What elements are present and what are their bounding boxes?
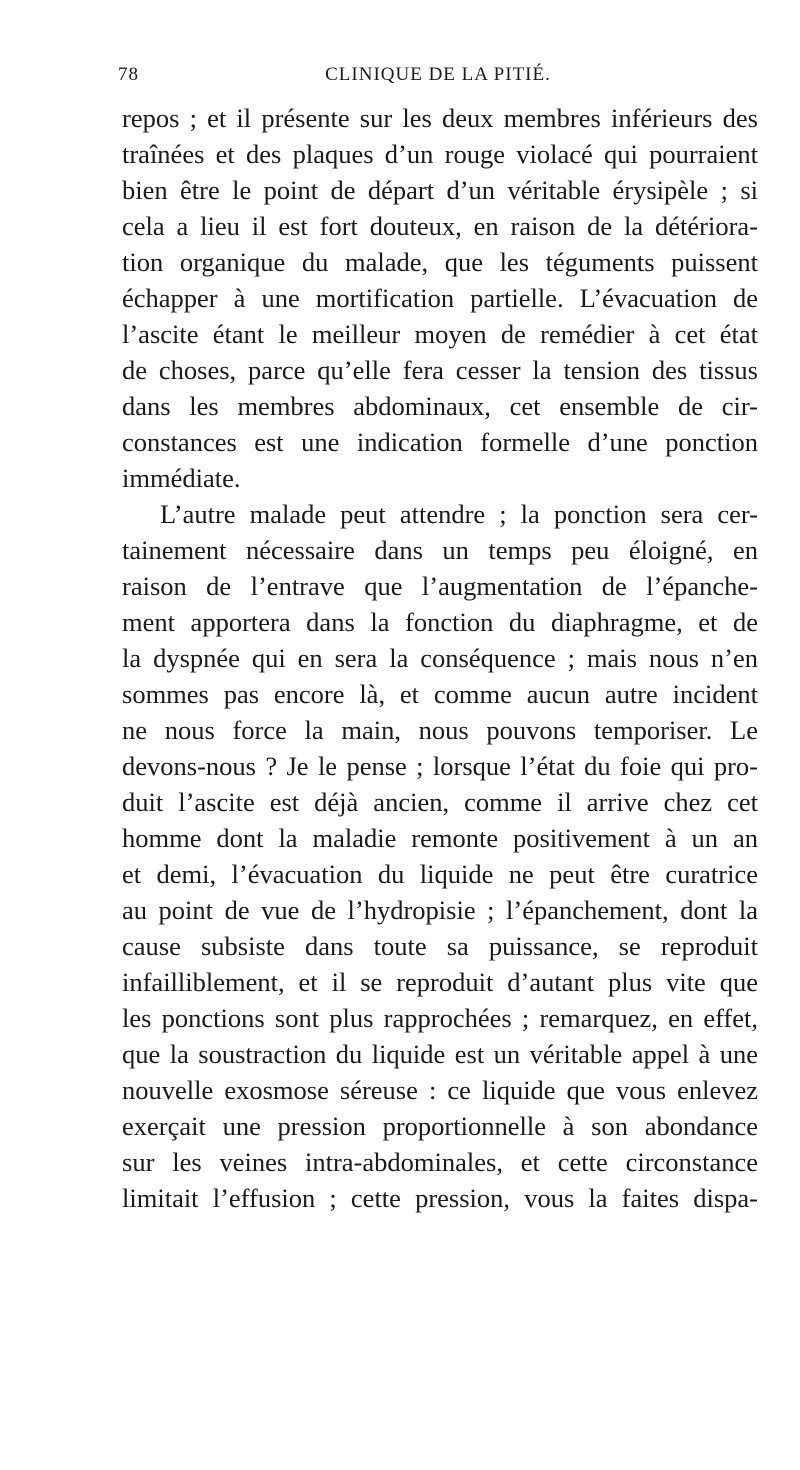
text-line: ment apportera dans la fonction du diaphragme, et de xyxy=(122,607,758,637)
text-line: échapper à une mortification partielle. L’évacuation de xyxy=(122,283,758,313)
text-line: dans les membres abdominaux, cet ensemble de cir- xyxy=(122,391,758,421)
body-text xyxy=(122,100,758,1216)
text-line: tion organique du malade, que les téguments puissent xyxy=(122,247,758,277)
page-number: 78 xyxy=(118,64,139,85)
text-line: nouvelle exosmose séreuse : ce liquide que vous enlevez xyxy=(122,1075,758,1105)
text-line: sommes pas encore là, et comme aucun autre incident xyxy=(122,679,758,709)
running-head xyxy=(118,64,758,92)
paragraph-end-line: immédiate. xyxy=(122,463,241,493)
text-line: au point de vue de l’hydropisie ; l’épanchement, dont la xyxy=(122,895,758,925)
text-line: constances est une indication formelle d’une ponction xyxy=(122,427,758,457)
text-line: devons-nous ? Je le pense ; lorsque l’état du foie qui pro- xyxy=(122,751,758,781)
text-line: de choses, parce qu’elle fera cesser la tension des tissus xyxy=(122,355,758,385)
text-line: et demi, l’évacuation du liquide ne peut être curatrice xyxy=(122,859,758,889)
text-line: repos ; et il présente sur les deux membres inférieurs des xyxy=(122,103,758,133)
running-title: CLINIQUE DE LA PITIÉ. xyxy=(325,64,551,85)
text-line: raison de l’entrave que l’augmentation de l’épanche- xyxy=(122,571,758,601)
text-line: ne nous force la main, nous pouvons temporiser. Le xyxy=(122,715,758,745)
text-line: que la soustraction du liquide est un véritable appel à une xyxy=(122,1039,758,1069)
text-line: l’ascite étant le meilleur moyen de remédier à cet état xyxy=(122,319,758,349)
text-line: exerçait une pression proportionnelle à son abondance xyxy=(122,1111,758,1141)
text-line: homme dont la maladie remonte positivement à un an xyxy=(122,823,758,853)
text-line: sur les veines intra-abdominales, et cette circonstance xyxy=(122,1147,758,1177)
text-line: les ponctions sont plus rapprochées ; remarquez, en effet, xyxy=(122,1003,758,1033)
text-line: traînées et des plaques d’un rouge violacé qui pourraient xyxy=(122,139,758,169)
text-line: bien être le point de départ d’un véritable érysipèle ; si xyxy=(122,175,758,205)
text-line: tainement nécessaire dans un temps peu éloigné, en xyxy=(122,535,758,565)
text-line: duit l’ascite est déjà ancien, comme il arrive chez cet xyxy=(122,787,758,817)
text-line: infailliblement, et il se reproduit d’autant plus vite que xyxy=(122,967,758,997)
text-line: cela a lieu il est fort douteux, en raison de la détériora- xyxy=(122,211,758,241)
paragraph-first-line: L’autre malade peut attendre ; la ponction sera cer- xyxy=(160,499,758,529)
text-line: la dyspnée qui en sera la conséquence ; mais nous n’en xyxy=(122,643,758,673)
text-line: cause subsiste dans toute sa puissance, se reproduit xyxy=(122,931,758,961)
text-line: limitait l’effusion ; cette pression, vous la faites dispa- xyxy=(122,1183,758,1213)
